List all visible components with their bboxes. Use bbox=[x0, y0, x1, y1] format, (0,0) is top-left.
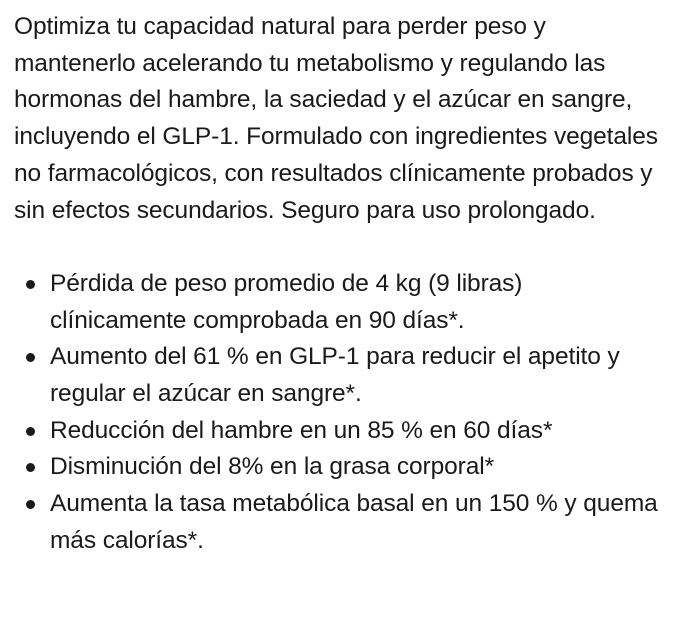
intro-paragraph: Optimiza tu capacidad natural para perder peso y mantenerlo acelerando tu metabolismo y regulando las hormonas del hambre, la saciedad y el azúcar en sangre, incluyendo el GLP-1. Formulado con ingredientes vegetales no farmacológicos, con resultados clínicamente probados y sin efectos secundarios. Seguro para uso prolongado. bbox=[14, 13, 658, 224]
benefit-text: Reducción del hambre en un 85 % en 60 días* bbox=[50, 416, 553, 444]
benefit-item bbox=[14, 266, 660, 339]
bullet-icon bbox=[26, 463, 35, 472]
bullet-icon bbox=[26, 280, 35, 289]
benefit-text: Aumenta la tasa metabólica basal en un 150 % y quema más calorías*. bbox=[50, 490, 658, 554]
bullet-icon bbox=[26, 500, 35, 509]
benefit-item bbox=[14, 486, 660, 559]
benefit-item bbox=[14, 339, 660, 412]
benefit-text: Disminución del 8% en la grasa corporal* bbox=[50, 453, 495, 481]
benefit-item bbox=[14, 449, 660, 486]
benefits-list bbox=[14, 266, 660, 560]
bullet-icon bbox=[26, 353, 35, 362]
benefit-text: Pérdida de peso promedio de 4 kg (9 libras) clínicamente comprobada en 90 días*. bbox=[50, 269, 523, 334]
bullet-icon bbox=[26, 427, 35, 436]
benefit-item bbox=[14, 413, 660, 450]
benefit-text: Aumento del 61 % en GLP-1 para reducir el apetito y regular el azúcar en sangre*. bbox=[50, 343, 620, 408]
